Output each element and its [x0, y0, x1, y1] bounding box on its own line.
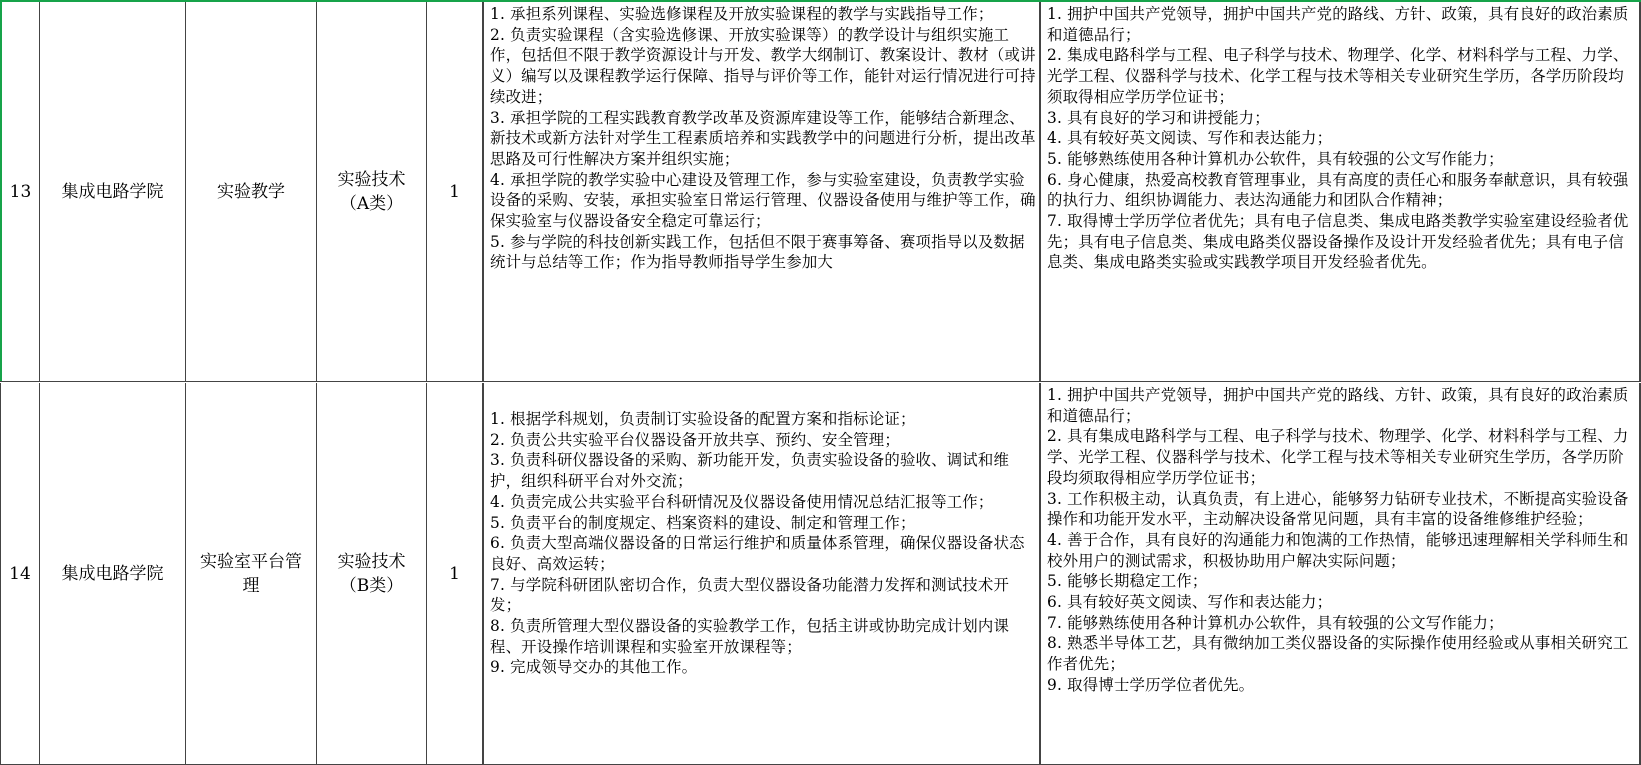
row-number: 14: [9, 563, 31, 584]
position-type-line1: 实验技术: [337, 169, 406, 190]
headcount-cell: [427, 383, 483, 764]
position-name-line2: 理: [242, 575, 260, 596]
position-type-line1: 实验技术: [337, 551, 406, 572]
position-name-line1: 实验室平台管: [200, 551, 302, 572]
requirement-item: 1. 拥护中国共产党领导，拥护中国共产党的路线、方针、政策，具有良好的政治素质和道德品行；: [1047, 5, 1629, 44]
requirement-item: 5. 能够长期稳定工作；: [1047, 572, 1208, 591]
table-row: [0, 383, 1641, 765]
position-cell: [186, 383, 317, 764]
requirements-cell: [1040, 2, 1641, 381]
position-type-cell: [317, 383, 427, 764]
duty-item: 2. 负责公共实验平台仪器设备开放共享、预约、安全管理；: [490, 430, 900, 449]
duty-item: 6. 负责大型高端仪器设备的日常运行维护和质量体系管理，确保仪器设备状态良好、高效运转；: [490, 534, 1025, 573]
requirement-item: 6. 身心健康，热爱高校教育管理事业，具有高度的责任心和服务奉献意识，具有较强的执行力、组织协调能力、表达沟通能力和团队合作精神；: [1047, 170, 1629, 210]
requirement-item: 4. 善于合作，具有良好的沟通能力和饱满的工作热情，能够迅速理解相关学科师生和校外用户的测试需求，积极协助用户解决实际问题；: [1047, 530, 1629, 570]
requirement-item: 9. 取得博士学历学位者优先。: [1047, 675, 1255, 694]
duty-item: 3. 承担学院的工程实践教育教学改革及资源库建设等工作，能够结合新理念、新技术或新方法针对学生工程素质培养和实践教学中的问题进行分析，提出改革思路及可行性解决方案并组织实施；: [490, 108, 1036, 168]
position-cell: [186, 2, 317, 381]
duty-item: 4. 承担学院的教学实验中心建设及管理工作，参与实验室建设，负责教学实验设备的采购、安装，承担实验室日常运行管理、仪器设备使用与维护等工作，确保实验室与仪器设备安全稳定可靠运行；: [490, 170, 1036, 231]
position-type-line2: （A类）: [339, 193, 404, 214]
duty-item: 2. 负责实验课程（含实验选修课、开放实验课等）的教学设计与组织实施工作，包括但不限于教学资源设计与开发、教学大纲制订、教案设计、教材（或讲义）编写以及课程教学运行保障、指导与评价等工作，能针对运行情况进行可持续改进；: [490, 25, 1036, 106]
headcount: 1: [449, 563, 460, 584]
duty-item: 9. 完成领导交办的其他工作。: [490, 658, 698, 677]
duty-item: 5. 负责平台的制度规定、档案资料的建设、制定和管理工作；: [490, 513, 916, 532]
requirement-item: 3. 具有良好的学习和讲授能力；: [1047, 108, 1270, 127]
duty-item: 1. 根据学科规划，负责制订实验设备的配置方案和指标论证；: [490, 410, 916, 428]
position-name: 实验教学: [217, 181, 285, 202]
requirement-item: 5. 能够熟练使用各种计算机办公软件，具有较强的公文写作能力；: [1047, 149, 1504, 168]
requirements-cell: [1040, 383, 1641, 764]
duty-item: 4. 负责完成公共实验平台科研情况及仪器设备使用情况总结汇报等工作；: [490, 492, 994, 511]
position-type-cell: [317, 2, 427, 381]
table-row: [0, 0, 1641, 382]
duty-item: 1. 承担系列课程、实验选修课程及开放实验课程的教学与实践指导工作；: [490, 5, 994, 23]
headcount-cell: [427, 2, 483, 381]
requirement-item: 2. 具有集成电路科学与工程、电子科学与技术、物理学、化学、材料科学与工程、力学、光学工程、仪器科学与技术、化学工程与技术等相关专业研究生学历，各学历阶段均须取得相应学历学位证书；: [1047, 427, 1629, 487]
duty-item: 7. 与学院科研团队密切合作，负责大型仪器设备功能潜力发挥和测试技术开发；: [490, 575, 1010, 615]
requirement-item: 3. 工作积极主动，认真负责，有上进心，能够努力钻研专业技术，不断提高实验设备操作和功能开发水平，主动解决设备常见问题，具有丰富的设备维修维护经验；: [1047, 489, 1629, 529]
duties-cell: [483, 2, 1040, 381]
requirement-item: 8. 熟悉半导体工艺，具有微纳加工类仪器设备的实际操作使用经验或从事相关研究工作者优先；: [1047, 634, 1629, 674]
college-cell: [40, 2, 186, 381]
college-name: 集成电路学院: [61, 563, 164, 584]
row-number-cell: [0, 383, 40, 764]
duty-item: 3. 负责科研仪器设备的采购、新功能开发，负责实验设备的验收、调试和维护，组织科研平台对外交流；: [490, 451, 1010, 491]
college-name: 集成电路学院: [61, 181, 164, 202]
requirement-item: 6. 具有较好英文阅读、写作和表达能力；: [1047, 593, 1333, 612]
requirement-item: 7. 能够熟练使用各种计算机办公软件，具有较强的公文写作能力；: [1047, 613, 1504, 632]
row-number-cell: [0, 2, 40, 381]
duty-item: 5. 参与学院的科技创新实践工作，包括但不限于赛事筹备、赛项指导以及数据统计与总结等工作；作为指导教师指导学生参加大: [490, 232, 1025, 272]
college-cell: [40, 383, 186, 764]
requirement-item: 4. 具有较好英文阅读、写作和表达能力；: [1047, 129, 1333, 148]
headcount: 1: [449, 181, 460, 202]
requirement-item: 1. 拥护中国共产党领导，拥护中国共产党的路线、方针、政策，具有良好的政治素质和道德品行；: [1047, 386, 1629, 425]
duties-cell: [483, 383, 1040, 764]
duty-item: 8. 负责所管理大型仪器设备的实验教学工作，包括主讲或协助完成计划内课程、开设操作培训课程和实验室开放课程等；: [490, 617, 1010, 656]
row-number: 13: [9, 181, 32, 202]
position-type-line2: （B类）: [339, 575, 404, 596]
requirement-item: 2. 集成电路科学与工程、电子科学与技术、物理学、化学、材料科学与工程、力学、光学工程、仪器科学与技术、化学工程与技术等相关专业研究生学历，各学历阶段均须取得相应学历学位证书；: [1047, 46, 1629, 106]
requirement-item: 7. 取得博士学历学位者优先；具有电子信息类、集成电路类教学实验室建设经验者优先；具有电子信息类、集成电路类仪器设备操作及设计开发经验者优先；具有电子信息类、集成电路类实验或实践教学项目开发经验者优先。: [1047, 212, 1629, 272]
